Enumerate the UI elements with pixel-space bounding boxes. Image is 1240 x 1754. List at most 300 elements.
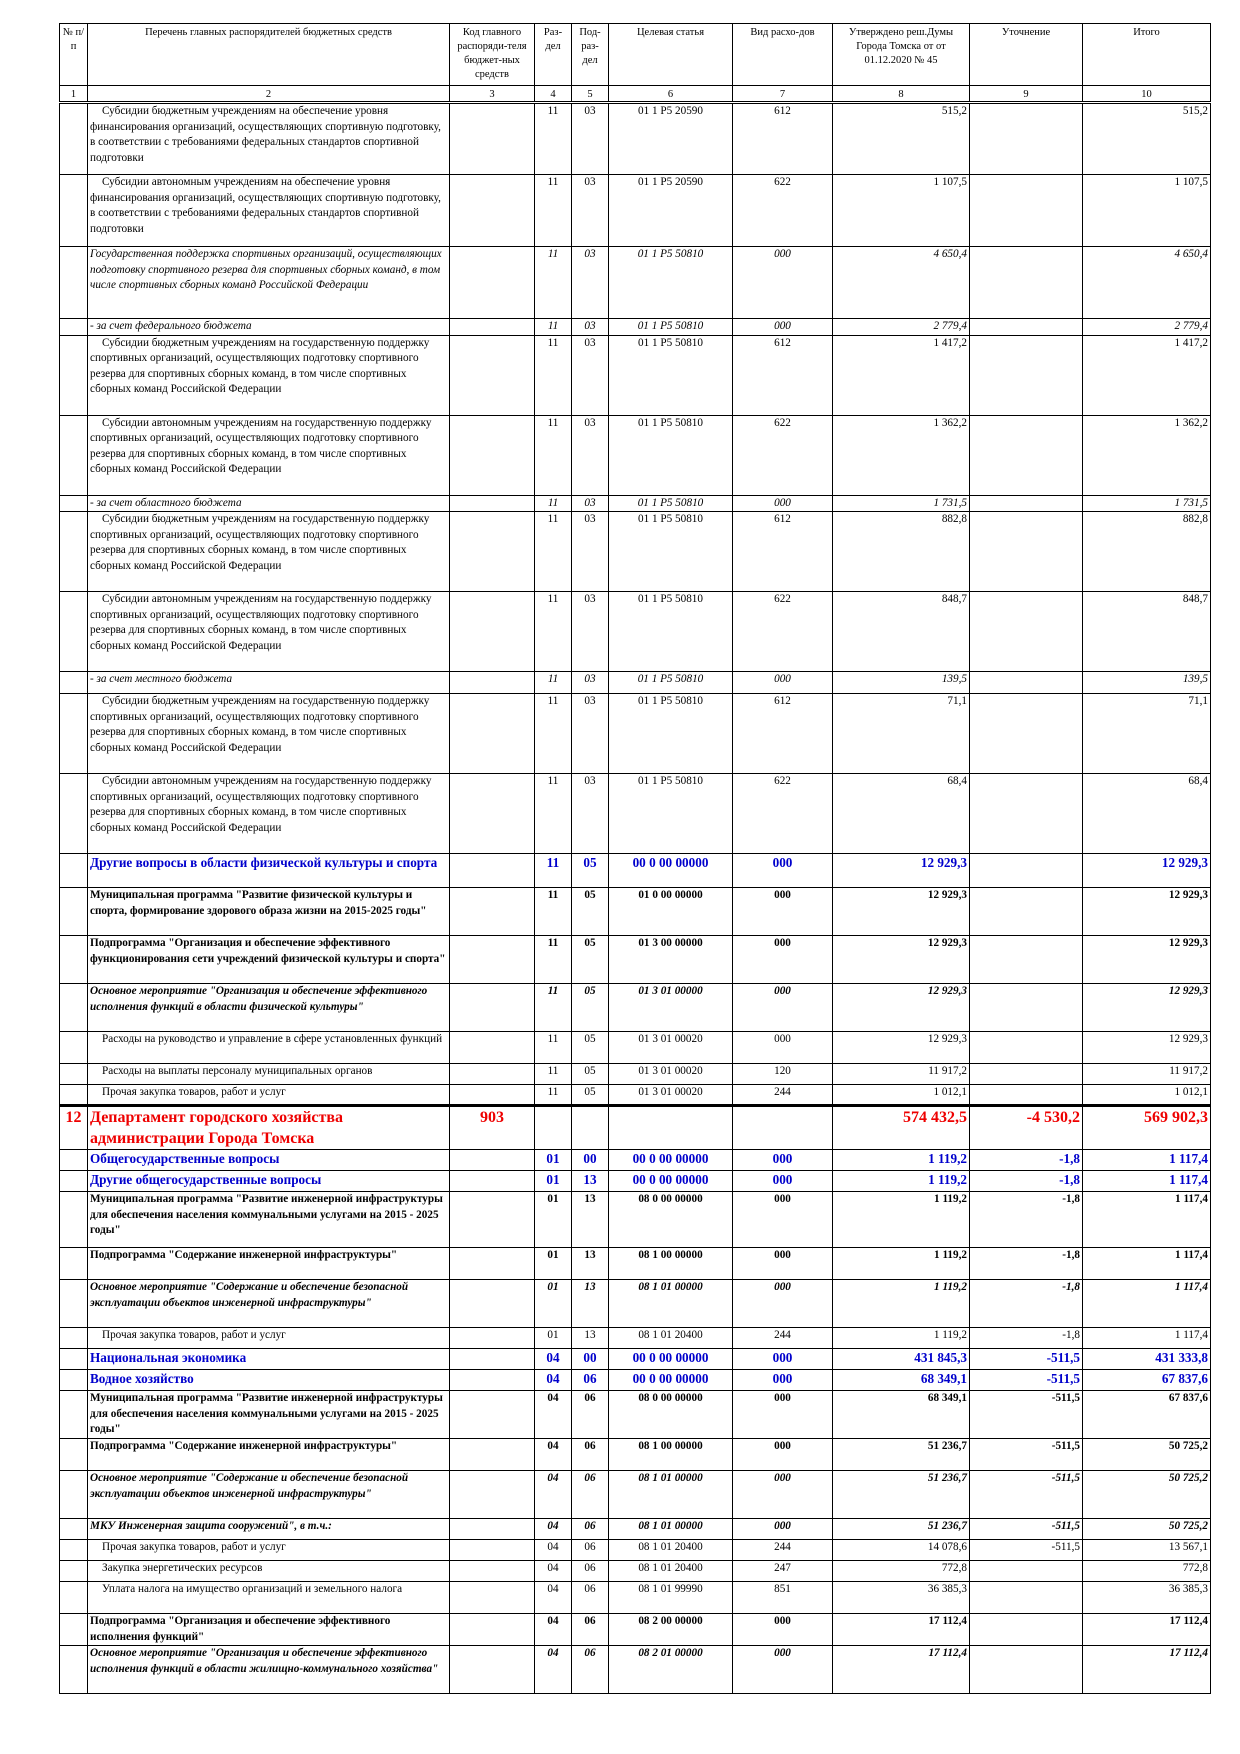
row-adjustment: [970, 1561, 1083, 1582]
row-number: [60, 1561, 88, 1582]
row-podrazdel: 05: [572, 1032, 609, 1064]
row-approved: 17 112,4: [833, 1646, 970, 1694]
row-adjustment: -4 530,2: [970, 1106, 1083, 1150]
row-total: 848,7: [1083, 592, 1211, 672]
table-row: [60, 774, 1211, 854]
row-approved: 12 929,3: [833, 1032, 970, 1064]
row-target-article: 08 1 00 00000: [609, 1248, 733, 1280]
row-approved: 12 929,3: [833, 936, 970, 984]
row-number: [60, 936, 88, 984]
table-row: [60, 1646, 1211, 1694]
row-adjustment: [970, 1646, 1083, 1694]
row-number: [60, 1582, 88, 1614]
row-code: [450, 1391, 535, 1439]
row-razdel: 04: [535, 1540, 572, 1561]
row-code: [450, 888, 535, 936]
row-name: Прочая закупка товаров, работ и услуг: [88, 1540, 450, 1561]
row-adjustment: [970, 854, 1083, 888]
table-row: [60, 1561, 1211, 1582]
row-podrazdel: 03: [572, 694, 609, 774]
row-total: 67 837,6: [1083, 1370, 1211, 1391]
row-razdel: 11: [535, 495, 572, 512]
table-body: [60, 103, 1211, 1694]
col-header-podrazdel: Под-раз-дел: [572, 24, 609, 86]
row-name: Государственная поддержка спортивных организаций, осуществляющих подготовку спортивного резерва для спортивных сборных команд, в том числе спортивных сборных команд Российской Федерации: [88, 247, 450, 319]
row-approved: 1 119,2: [833, 1171, 970, 1192]
table-row: [60, 1370, 1211, 1391]
table-row: [60, 319, 1211, 336]
row-number: [60, 319, 88, 336]
row-number: [60, 1646, 88, 1694]
table-row: [60, 495, 1211, 512]
row-total: 12 929,3: [1083, 1032, 1211, 1064]
row-razdel: 04: [535, 1582, 572, 1614]
row-podrazdel: 06: [572, 1646, 609, 1694]
row-expense-type: 622: [733, 592, 833, 672]
row-razdel: 11: [535, 335, 572, 415]
table-row: [60, 694, 1211, 774]
row-target-article: 01 1 P5 50810: [609, 495, 733, 512]
row-target-article: 00 0 00 00000: [609, 854, 733, 888]
row-razdel: 01: [535, 1280, 572, 1328]
row-code: [450, 247, 535, 319]
col-number: 5: [572, 86, 609, 103]
row-number: [60, 1471, 88, 1519]
row-name: Департамент городского хозяйства администрации Города Томска: [88, 1106, 450, 1150]
row-total: 882,8: [1083, 512, 1211, 592]
row-approved: 1 417,2: [833, 335, 970, 415]
row-expense-type: 612: [733, 335, 833, 415]
row-razdel: 04: [535, 1646, 572, 1694]
row-adjustment: -1,8: [970, 1150, 1083, 1171]
row-approved: 1 119,2: [833, 1280, 970, 1328]
row-number: [60, 854, 88, 888]
row-razdel: 11: [535, 774, 572, 854]
row-expense-type: 247: [733, 1561, 833, 1582]
row-podrazdel: 05: [572, 888, 609, 936]
col-number: 1: [60, 86, 88, 103]
row-adjustment: [970, 1085, 1083, 1106]
row-approved: 1 119,2: [833, 1150, 970, 1171]
row-podrazdel: 05: [572, 984, 609, 1032]
row-expense-type: 000: [733, 1192, 833, 1248]
row-code: [450, 319, 535, 336]
table-row: [60, 415, 1211, 495]
row-name: Муниципальная программа "Развитие физической культуры и спорта, формирование здорового образа жизни на 2015-2025 годы": [88, 888, 450, 936]
row-target-article: 01 1 P5 50810: [609, 415, 733, 495]
row-expense-type: 244: [733, 1328, 833, 1349]
row-number: [60, 1519, 88, 1540]
table-row: [60, 854, 1211, 888]
row-adjustment: [970, 175, 1083, 247]
row-approved: 36 385,3: [833, 1582, 970, 1614]
row-expense-type: 622: [733, 774, 833, 854]
row-adjustment: -511,5: [970, 1391, 1083, 1439]
row-podrazdel: 00: [572, 1150, 609, 1171]
row-total: 431 333,8: [1083, 1349, 1211, 1370]
row-adjustment: [970, 319, 1083, 336]
row-expense-type: 000: [733, 495, 833, 512]
row-number: [60, 247, 88, 319]
row-total: 1 117,4: [1083, 1192, 1211, 1248]
row-name: Субсидии автономным учреждениям на государственную поддержку спортивных организаций, осуществляющих подготовку спортивного резерва для спортивных сборных команд, в том числе спортивных сборных команд Российской Федерации: [88, 592, 450, 672]
row-podrazdel: 03: [572, 335, 609, 415]
table-row: [60, 1248, 1211, 1280]
row-approved: 68,4: [833, 774, 970, 854]
table-row: [60, 1349, 1211, 1370]
row-total: 17 112,4: [1083, 1646, 1211, 1694]
row-approved: 431 845,3: [833, 1349, 970, 1370]
row-podrazdel: 13: [572, 1248, 609, 1280]
row-adjustment: [970, 1032, 1083, 1064]
row-razdel: 04: [535, 1370, 572, 1391]
row-expense-type: 851: [733, 1582, 833, 1614]
row-name: Основное мероприятие "Организация и обеспечение эффективного исполнения функций в области физической культуры": [88, 984, 450, 1032]
row-target-article: 00 0 00 00000: [609, 1150, 733, 1171]
row-expense-type: 244: [733, 1540, 833, 1561]
row-code: [450, 694, 535, 774]
row-razdel: 11: [535, 247, 572, 319]
row-name: Основное мероприятие "Содержание и обеспечение безопасной эксплуатации объектов инженерной инфраструктуры": [88, 1280, 450, 1328]
row-number: [60, 103, 88, 175]
row-name: Субсидии бюджетным учреждениям на государственную поддержку спортивных организаций, осуществляющих подготовку спортивного резерва для спортивных сборных команд, в том числе спортивных сборных команд Российской Федерации: [88, 335, 450, 415]
row-total: 569 902,3: [1083, 1106, 1211, 1150]
row-adjustment: [970, 495, 1083, 512]
row-podrazdel: 06: [572, 1561, 609, 1582]
row-approved: 772,8: [833, 1561, 970, 1582]
row-name: Другие общегосударственные вопросы: [88, 1171, 450, 1192]
row-target-article: 01 3 01 00020: [609, 1032, 733, 1064]
row-razdel: 11: [535, 694, 572, 774]
row-approved: 71,1: [833, 694, 970, 774]
row-total: 1 117,4: [1083, 1171, 1211, 1192]
row-target-article: 01 1 P5 50810: [609, 694, 733, 774]
row-total: 71,1: [1083, 694, 1211, 774]
row-approved: 51 236,7: [833, 1439, 970, 1471]
row-approved: 515,2: [833, 103, 970, 175]
row-total: 1 117,4: [1083, 1280, 1211, 1328]
row-name: Подпрограмма "Организация и обеспечение эффективного функционирования сети учреждений физической культуры и спорта": [88, 936, 450, 984]
row-podrazdel: 03: [572, 175, 609, 247]
row-adjustment: -511,5: [970, 1471, 1083, 1519]
row-approved: 1 731,5: [833, 495, 970, 512]
row-adjustment: -511,5: [970, 1370, 1083, 1391]
row-number: [60, 672, 88, 694]
row-target-article: 00 0 00 00000: [609, 1171, 733, 1192]
row-adjustment: [970, 1064, 1083, 1085]
col-number: 3: [450, 86, 535, 103]
row-approved: 14 078,6: [833, 1540, 970, 1561]
row-approved: 1 107,5: [833, 175, 970, 247]
row-expense-type: 000: [733, 1248, 833, 1280]
table-row: [60, 1106, 1211, 1150]
row-target-article: 01 1 P5 20590: [609, 175, 733, 247]
row-code: [450, 1439, 535, 1471]
row-adjustment: -511,5: [970, 1439, 1083, 1471]
row-code: [450, 103, 535, 175]
row-approved: 2 779,4: [833, 319, 970, 336]
row-code: [450, 1032, 535, 1064]
row-adjustment: [970, 774, 1083, 854]
row-expense-type: 000: [733, 1370, 833, 1391]
row-expense-type: 000: [733, 984, 833, 1032]
row-total: 12 929,3: [1083, 936, 1211, 984]
row-code: [450, 1561, 535, 1582]
row-total: 4 650,4: [1083, 247, 1211, 319]
col-header-name: Перечень главных распорядителей бюджетных средств: [88, 24, 450, 86]
row-code: [450, 1540, 535, 1561]
row-total: 12 929,3: [1083, 854, 1211, 888]
row-target-article: 01 0 00 00000: [609, 888, 733, 936]
row-code: [450, 415, 535, 495]
row-number: [60, 1370, 88, 1391]
row-podrazdel: 03: [572, 247, 609, 319]
row-expense-type: 000: [733, 1032, 833, 1064]
row-razdel: 11: [535, 103, 572, 175]
row-podrazdel: 03: [572, 592, 609, 672]
row-adjustment: [970, 1582, 1083, 1614]
table-row: [60, 1280, 1211, 1328]
row-name: Уплата налога на имущество организаций и земельного налога: [88, 1582, 450, 1614]
row-expense-type: 120: [733, 1064, 833, 1085]
table-row: [60, 1328, 1211, 1349]
row-adjustment: -1,8: [970, 1248, 1083, 1280]
row-target-article: 08 1 01 20400: [609, 1540, 733, 1561]
table-row: [60, 592, 1211, 672]
row-expense-type: 000: [733, 1519, 833, 1540]
row-code: [450, 1328, 535, 1349]
row-podrazdel: 13: [572, 1171, 609, 1192]
row-podrazdel: 06: [572, 1370, 609, 1391]
row-podrazdel: 05: [572, 936, 609, 984]
row-razdel: 11: [535, 1064, 572, 1085]
row-expense-type: 000: [733, 1646, 833, 1694]
row-expense-type: 000: [733, 1614, 833, 1646]
row-razdel: 01: [535, 1150, 572, 1171]
row-razdel: 11: [535, 984, 572, 1032]
row-approved: 1 119,2: [833, 1328, 970, 1349]
row-adjustment: [970, 672, 1083, 694]
row-expense-type: 000: [733, 888, 833, 936]
row-number: [60, 415, 88, 495]
row-target-article: 08 1 00 00000: [609, 1439, 733, 1471]
row-podrazdel: 13: [572, 1192, 609, 1248]
row-name: Основное мероприятие "Содержание и обеспечение безопасной эксплуатации объектов инженерной инфраструктуры": [88, 1471, 450, 1519]
row-target-article: 01 3 01 00020: [609, 1085, 733, 1106]
row-number: [60, 1391, 88, 1439]
row-name: Подпрограмма "Организация и обеспечение эффективного исполнения функций": [88, 1614, 450, 1646]
row-total: 1 117,4: [1083, 1328, 1211, 1349]
row-target-article: 08 0 00 00000: [609, 1391, 733, 1439]
table-row: [60, 175, 1211, 247]
row-approved: 68 349,1: [833, 1391, 970, 1439]
row-adjustment: [970, 1614, 1083, 1646]
row-razdel: 04: [535, 1349, 572, 1370]
row-code: [450, 1085, 535, 1106]
row-razdel: 01: [535, 1248, 572, 1280]
row-approved: 848,7: [833, 592, 970, 672]
row-expense-type: 000: [733, 672, 833, 694]
row-number: [60, 1192, 88, 1248]
row-code: [450, 1064, 535, 1085]
row-number: [60, 495, 88, 512]
col-number: 6: [609, 86, 733, 103]
row-podrazdel: 03: [572, 512, 609, 592]
col-header-expense-type: Вид расхо-дов: [733, 24, 833, 86]
row-name: МКУ Инженерная защита сооружений", в т.ч.:: [88, 1519, 450, 1540]
row-code: [450, 592, 535, 672]
row-name: Прочая закупка товаров, работ и услуг: [88, 1328, 450, 1349]
row-name: Субсидии автономным учреждениям на обеспечение уровня финансирования организаций, осуществляющих спортивную подготовку, в соответствии с требованиями федеральных стандартов спортивной подготовки: [88, 175, 450, 247]
row-approved: 51 236,7: [833, 1519, 970, 1540]
col-number: 2: [88, 86, 450, 103]
row-expense-type: 000: [733, 319, 833, 336]
row-razdel: 04: [535, 1519, 572, 1540]
row-target-article: 01 3 01 00020: [609, 1064, 733, 1085]
row-number: [60, 1614, 88, 1646]
row-name: Субсидии автономным учреждениям на государственную поддержку спортивных организаций, осуществляющих подготовку спортивного резерва для спортивных сборных команд, в том числе спортивных сборных команд Российской Федерации: [88, 774, 450, 854]
row-approved: 1 012,1: [833, 1085, 970, 1106]
row-target-article: 01 3 01 00000: [609, 984, 733, 1032]
row-podrazdel: 13: [572, 1328, 609, 1349]
row-razdel: 11: [535, 319, 572, 336]
row-razdel: 01: [535, 1192, 572, 1248]
row-podrazdel: 05: [572, 854, 609, 888]
row-approved: 1 119,2: [833, 1192, 970, 1248]
row-approved: 12 929,3: [833, 854, 970, 888]
row-target-article: 01 1 P5 20590: [609, 103, 733, 175]
row-expense-type: 244: [733, 1085, 833, 1106]
row-name: Субсидии бюджетным учреждениям на государственную поддержку спортивных организаций, осуществляющих подготовку спортивного резерва для спортивных сборных команд, в том числе спортивных сборных команд Российской Федерации: [88, 512, 450, 592]
table-row: [60, 1391, 1211, 1439]
row-name: Подпрограмма "Содержание инженерной инфраструктуры": [88, 1439, 450, 1471]
row-razdel: 04: [535, 1439, 572, 1471]
row-total: 2 779,4: [1083, 319, 1211, 336]
row-code: [450, 1280, 535, 1328]
row-name: Муниципальная программа "Развитие инженерной инфраструктуры для обеспечения населения коммунальными услугами на 2015 - 2025 годы": [88, 1391, 450, 1439]
col-header-adjustment: Уточнение: [970, 24, 1083, 86]
table-row: [60, 1471, 1211, 1519]
row-total: 1 362,2: [1083, 415, 1211, 495]
row-number: [60, 512, 88, 592]
row-target-article: 08 2 00 00000: [609, 1614, 733, 1646]
row-target-article: 01 1 P5 50810: [609, 247, 733, 319]
row-name: Расходы на руководство и управление в сфере установленных функций: [88, 1032, 450, 1064]
column-number-row: [60, 86, 1211, 103]
row-target-article: 08 1 01 00000: [609, 1519, 733, 1540]
row-target-article: 08 1 01 00000: [609, 1280, 733, 1328]
row-target-article: 08 1 01 20400: [609, 1561, 733, 1582]
col-header-total: Итого: [1083, 24, 1211, 86]
row-adjustment: [970, 335, 1083, 415]
row-razdel: 11: [535, 592, 572, 672]
row-total: 68,4: [1083, 774, 1211, 854]
row-name: - за счет местного бюджета: [88, 672, 450, 694]
row-expense-type: 622: [733, 175, 833, 247]
row-adjustment: -1,8: [970, 1328, 1083, 1349]
col-header-approved: Утверждено реш.Думы Города Томска от от 01.12.2020 № 45: [833, 24, 970, 86]
row-number: [60, 1150, 88, 1171]
row-razdel: 04: [535, 1471, 572, 1519]
col-header-no: № п/п: [60, 24, 88, 86]
row-razdel: 11: [535, 672, 572, 694]
row-code: [450, 1519, 535, 1540]
row-approved: 882,8: [833, 512, 970, 592]
row-expense-type: 000: [733, 1471, 833, 1519]
table-row: [60, 1032, 1211, 1064]
row-razdel: [535, 1106, 572, 1150]
row-approved: 12 929,3: [833, 984, 970, 1032]
row-code: [450, 1349, 535, 1370]
row-podrazdel: 03: [572, 415, 609, 495]
row-adjustment: -1,8: [970, 1171, 1083, 1192]
row-adjustment: [970, 103, 1083, 175]
row-podrazdel: 06: [572, 1540, 609, 1561]
row-expense-type: 612: [733, 103, 833, 175]
row-number: [60, 888, 88, 936]
row-number: [60, 1328, 88, 1349]
row-podrazdel: 06: [572, 1439, 609, 1471]
row-target-article: 01 1 P5 50810: [609, 672, 733, 694]
row-approved: 68 349,1: [833, 1370, 970, 1391]
row-expense-type: 000: [733, 1391, 833, 1439]
row-name: Расходы на выплаты персоналу муниципальных органов: [88, 1064, 450, 1085]
row-razdel: 11: [535, 1085, 572, 1106]
table-row: [60, 1085, 1211, 1106]
row-name: Водное хозяйство: [88, 1370, 450, 1391]
row-podrazdel: [572, 1106, 609, 1150]
row-expense-type: 612: [733, 512, 833, 592]
table-row: [60, 1192, 1211, 1248]
row-name: Другие вопросы в области физической культуры и спорта: [88, 854, 450, 888]
row-expense-type: 000: [733, 1171, 833, 1192]
row-expense-type: 000: [733, 1349, 833, 1370]
row-adjustment: -1,8: [970, 1192, 1083, 1248]
row-code: [450, 495, 535, 512]
row-podrazdel: 00: [572, 1349, 609, 1370]
row-podrazdel: 13: [572, 1280, 609, 1328]
row-code: 903: [450, 1106, 535, 1150]
row-approved: 4 650,4: [833, 247, 970, 319]
row-number: [60, 175, 88, 247]
row-total: 12 929,3: [1083, 984, 1211, 1032]
row-podrazdel: 06: [572, 1582, 609, 1614]
row-target-article: 08 1 01 99990: [609, 1582, 733, 1614]
row-total: 13 567,1: [1083, 1540, 1211, 1561]
row-code: [450, 1370, 535, 1391]
row-total: 17 112,4: [1083, 1614, 1211, 1646]
row-code: [450, 854, 535, 888]
row-adjustment: [970, 984, 1083, 1032]
row-code: [450, 1646, 535, 1694]
table-row: [60, 672, 1211, 694]
row-approved: 51 236,7: [833, 1471, 970, 1519]
row-name: Субсидии бюджетным учреждениям на обеспечение уровня финансирования организаций, осуществляющих спортивную подготовку, в соответствии с требованиями федеральных стандартов спортивной подготовки: [88, 103, 450, 175]
row-code: [450, 672, 535, 694]
row-target-article: 01 3 00 00000: [609, 936, 733, 984]
row-podrazdel: 03: [572, 103, 609, 175]
row-name: - за счет федерального бюджета: [88, 319, 450, 336]
row-total: 515,2: [1083, 103, 1211, 175]
row-adjustment: [970, 415, 1083, 495]
row-number: [60, 335, 88, 415]
row-podrazdel: 03: [572, 774, 609, 854]
row-total: 12 929,3: [1083, 888, 1211, 936]
row-adjustment: [970, 247, 1083, 319]
row-podrazdel: 03: [572, 319, 609, 336]
row-name: - за счет областного бюджета: [88, 495, 450, 512]
row-target-article: 01 1 P5 50810: [609, 774, 733, 854]
